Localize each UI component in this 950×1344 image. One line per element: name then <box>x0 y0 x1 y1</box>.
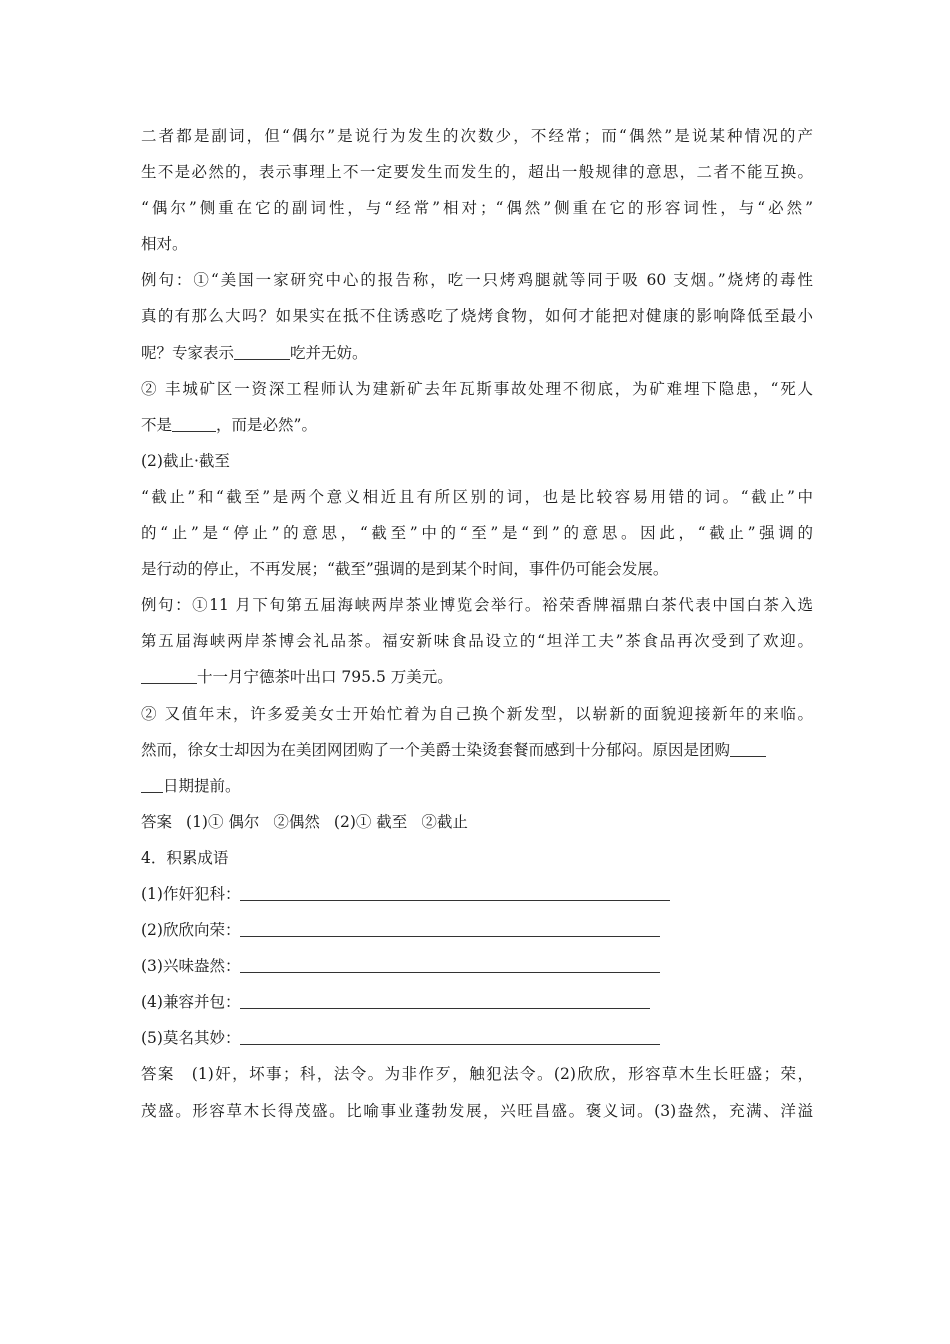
example-line-with-blank <box>141 407 813 443</box>
example-line: ② 丰城矿区一资深工程师认为建新矿去年瓦斯事故处理不彻底，为矿难埋下隐患，“死人 <box>141 379 813 398</box>
fill-blank[interactable] <box>240 936 660 937</box>
fill-blank[interactable] <box>240 1044 660 1045</box>
fill-blank[interactable] <box>240 900 670 901</box>
example-text: 不是 <box>141 415 173 434</box>
paragraph-line: “截止”和“截至”是两个意义相近且有所区别的词，也是比较容易用错的词。“截止”中 <box>141 487 813 506</box>
idiom-item <box>141 948 813 984</box>
idiom-label: (3)兴味盎然： <box>141 957 241 976</box>
example-text: 吃并无妨。 <box>290 343 368 362</box>
idiom-label: (5)莫名其妙： <box>141 1029 241 1048</box>
example-text: 日期提前。 <box>163 776 241 795</box>
answer-line: 茂盛。形容草木长得茂盛。比喻事业蓬勃发展，兴旺昌盛。褒义词。(3)盎然，充满、洋溢 <box>141 1101 813 1120</box>
example-line: 例句：①11 月下旬第五届海峡两岸茶业博览会举行。裕荣香牌福鼎白茶代表中国白茶入选 <box>141 596 813 615</box>
answer-item: (1)① 偶尔 <box>186 812 260 831</box>
fill-blank[interactable] <box>240 972 660 973</box>
section-title: (2)截止·截至 <box>141 451 230 470</box>
idiom-label: (4)兼容并包： <box>141 993 241 1012</box>
paragraph-line: “偶尔”侧重在它的副词性，与“经常”相对；“偶然”侧重在它的形容词性，与“必然” <box>141 199 813 218</box>
answer-item: ②偶然 <box>273 812 320 831</box>
example-text: 然而，徐女士却因为在美团网团购了一个美爵士染烫套餐而感到十分郁闷。原因是团购 <box>141 740 731 759</box>
idiom-item <box>141 912 813 948</box>
example-line-with-blank <box>141 659 813 695</box>
example-line: 第五届海峡两岸茶博会礼品茶。福安新味食品设立的“坦洋工夫”茶食品再次受到了欢迎。 <box>141 632 813 651</box>
answer-label: 答案 <box>141 812 173 831</box>
fill-blank[interactable] <box>141 683 197 684</box>
answer-line: 答案 (1)奸，坏事；科，法令。为非作歹，触犯法令。(2)欣欣，形容草木生长旺盛；荣， <box>141 1065 813 1084</box>
paragraph-line: 二者都是副词，但“偶尔”是说行为发生的次数少，不经常；而“偶然”是说某种情况的产 <box>141 127 813 145</box>
idiom-label: (1)作奸犯科： <box>141 884 241 903</box>
idiom-label: (2)欣欣向荣： <box>141 921 241 940</box>
example-text: ，而是必然”。 <box>216 415 317 434</box>
fill-blank[interactable] <box>234 359 290 360</box>
paragraph-line: 生不是必然的，表示事理上不一定要发生而发生的，超出一般规律的意思，二者不能互换。 <box>141 163 813 182</box>
answer-item: ②截止 <box>421 812 468 831</box>
idiom-item <box>141 1020 813 1056</box>
idiom-item <box>141 984 813 1020</box>
answer-item: (2)① 截至 <box>333 812 408 831</box>
example-line-with-blank <box>141 732 813 768</box>
example-line-with-blank <box>141 335 813 371</box>
paragraph-line: 是行动的停止，不再发展；“截至”强调的是到某个时间，事件仍可能会发展。 <box>141 560 669 579</box>
section-title: 4．积累成语 <box>141 848 229 867</box>
paragraph-line: 相对。 <box>141 235 188 254</box>
paragraph-line: 的“止”是“停止”的意思，“截至”中的“至”是“到”的意思。因此，“截止”强调的 <box>141 524 813 543</box>
example-line: ② 又值年末，许多爱美女士开始忙着为自己换个新发型，以崭新的面貌迎接新年的来临。 <box>141 704 813 723</box>
fill-blank[interactable] <box>240 1008 650 1009</box>
fill-blank[interactable] <box>172 431 216 432</box>
answer-line <box>141 804 813 840</box>
example-text: 十一月宁德茶叶出口 795.5 万美元。 <box>197 668 453 687</box>
idiom-item <box>141 876 813 912</box>
document-page <box>141 118 813 1129</box>
fill-blank[interactable] <box>730 756 766 757</box>
example-text: 呢？专家表示 <box>141 343 235 362</box>
fill-blank[interactable] <box>141 792 163 793</box>
example-line-with-blank <box>141 768 813 804</box>
example-line: 真的有那么大吗？如果实在抵不住诱惑吃了烧烤食物，如何才能把对健康的影响降低至最小 <box>141 307 813 326</box>
example-line: 例句：①“美国一家研究中心的报告称，吃一只烤鸡腿就等同于吸 60 支烟。”烧烤的毒性 <box>141 271 813 290</box>
